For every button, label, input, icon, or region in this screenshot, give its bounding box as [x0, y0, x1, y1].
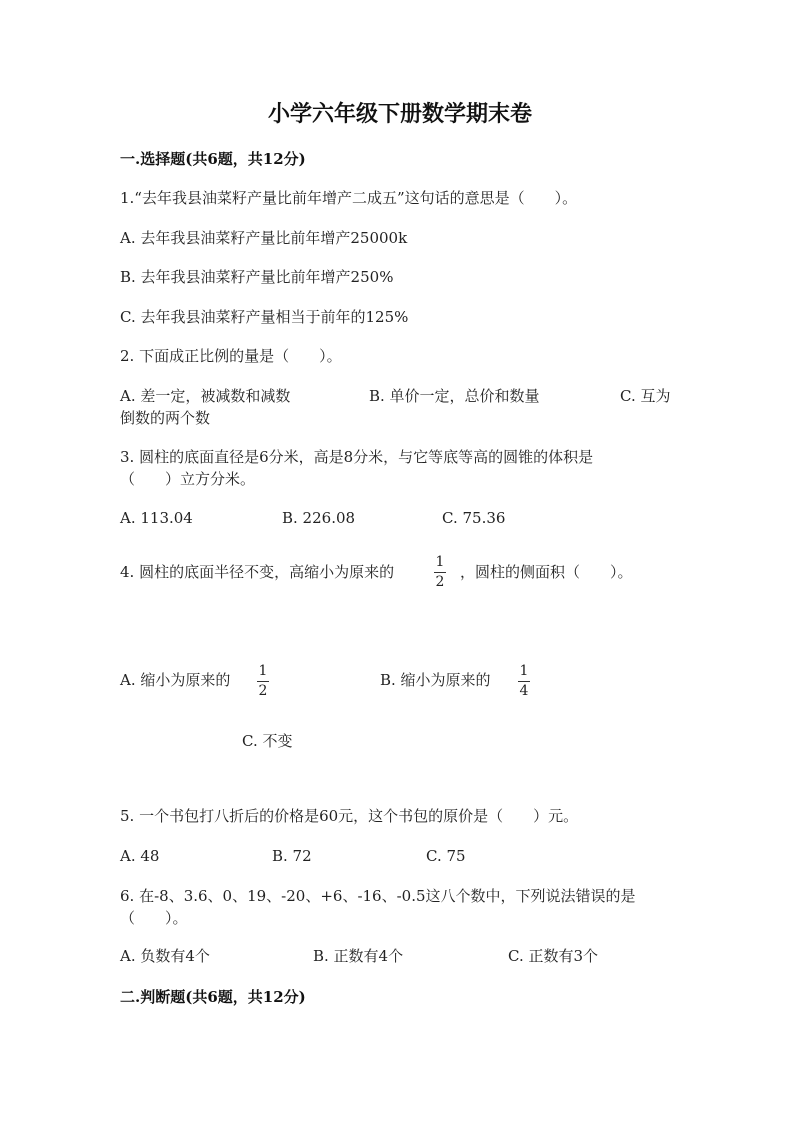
- q4-option-a-denominator: 2: [258, 683, 268, 699]
- q3-option-c: C. 75.36: [442, 509, 506, 527]
- q4-option-b-denominator: 4: [519, 683, 529, 699]
- q1-option-a: A. 去年我县油菜籽产量比前年增产25000k: [120, 229, 408, 247]
- q6-stem-continued: （ ）。: [120, 909, 188, 927]
- q4-option-b: B. 缩小为原来的: [380, 671, 491, 689]
- q3-option-a: A. 113.04: [120, 509, 193, 527]
- q5-option-a: A. 48: [120, 847, 160, 865]
- fraction-bar: [518, 681, 530, 682]
- q4-fraction: [434, 554, 446, 591]
- q2-option-a: A. 差一定，被减数和减数: [120, 387, 291, 405]
- q6-option-a: A. 负数有4个: [120, 947, 210, 965]
- q1-option-b: B. 去年我县油菜籽产量比前年增产250%: [120, 268, 394, 286]
- q2-option-c-continued: 倒数的两个数: [120, 409, 211, 427]
- q4-option-a-numerator: 1: [258, 663, 268, 679]
- q4-option-b-numerator: 1: [519, 663, 529, 679]
- fraction-bar: [257, 681, 269, 682]
- q2-stem: 2. 下面成正比例的量是（ ）。: [120, 347, 342, 365]
- section-heading-choice: 一.选择题(共6题，共12分): [120, 150, 306, 168]
- q5-option-b: B. 72: [272, 847, 312, 865]
- q3-option-b: B. 226.08: [282, 509, 356, 527]
- q6-option-b: B. 正数有4个: [313, 947, 404, 965]
- q2-option-c: C. 互为: [620, 387, 671, 405]
- q4-option-c: C. 不变: [242, 732, 293, 750]
- q1-stem: 1.“去年我县油菜籽产量比前年增产二成五”这句话的意思是（ ）。: [120, 189, 578, 207]
- q3-stem-continued: （ ）立方分米。: [120, 470, 256, 488]
- q4-fraction-denominator: 2: [435, 574, 445, 590]
- q2-option-b: B. 单价一定，总价和数量: [369, 387, 540, 405]
- q4-option-a-fraction: [257, 663, 269, 700]
- q4-stem-continued: ，圆柱的侧面积（ ）。: [460, 563, 633, 581]
- page-title: 小学六年级下册数学期末卷: [267, 101, 532, 127]
- q6-option-c: C. 正数有3个: [508, 947, 599, 965]
- q6-stem: 6. 在-8、3.6、0、19、-20、+6、-16、-0.5这八个数中，下列说法错误的是: [120, 887, 636, 905]
- section-heading-judgment: 二.判断题(共6题，共12分): [120, 988, 306, 1006]
- q4-fraction-numerator: 1: [435, 554, 445, 570]
- q4-option-a: A. 缩小为原来的: [120, 671, 231, 689]
- fraction-bar: [434, 572, 446, 573]
- q1-option-c: C. 去年我县油菜籽产量相当于前年的125%: [120, 308, 409, 326]
- q5-stem: 5. 一个书包打八折后的价格是60元，这个书包的原价是（ ）元。: [120, 807, 579, 825]
- q5-option-c: C. 75: [426, 847, 466, 865]
- q4-stem: 4. 圆柱的底面半径不变，高缩小为原来的: [120, 563, 395, 581]
- q4-option-b-fraction: [518, 663, 530, 700]
- q3-stem: 3. 圆柱的底面直径是6分米，高是8分米，与它等底等高的圆锥的体积是: [120, 448, 594, 466]
